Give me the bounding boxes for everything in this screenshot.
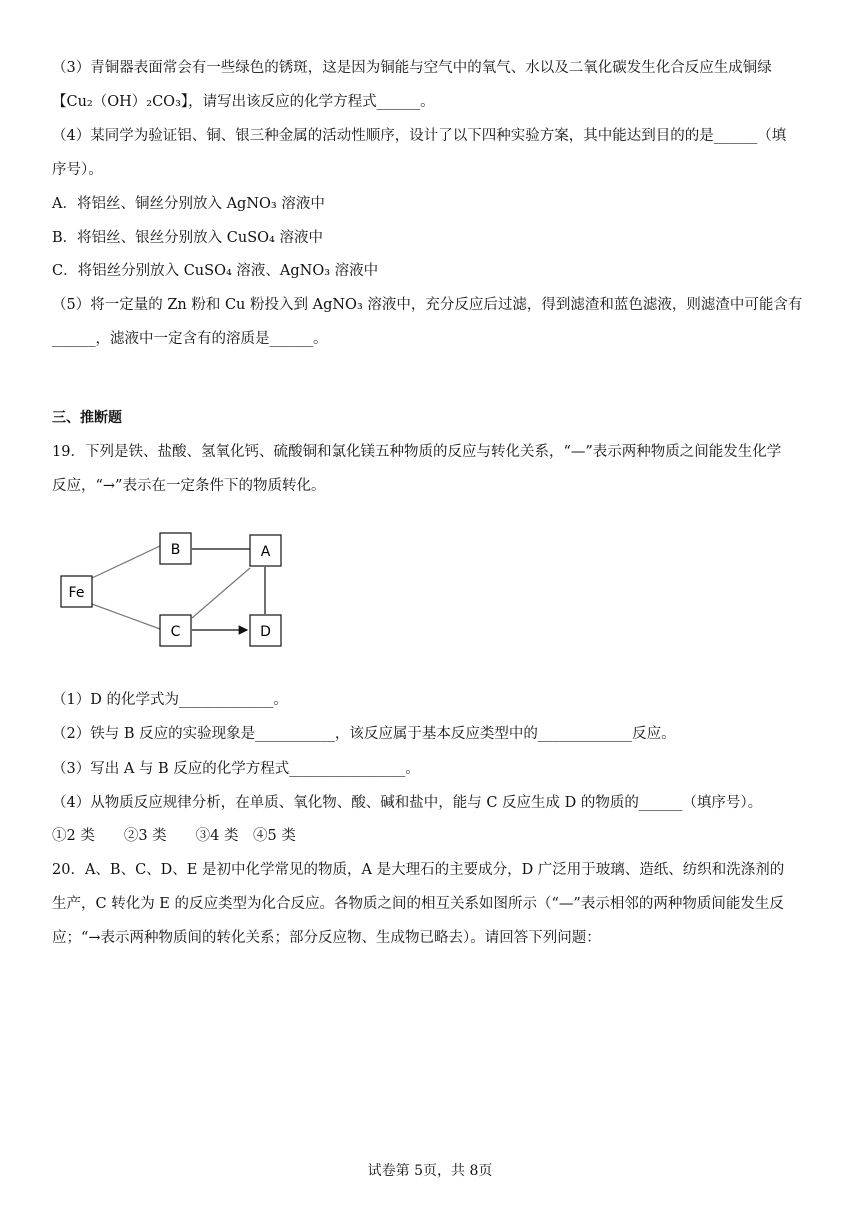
node-fe bbox=[61, 576, 92, 607]
q19-sub4: （4）从物质反应规律分析，在单质、氧化物、酸、碱和盐中，能与 C 反应生成 D 的物质的______（填序号）。 bbox=[52, 795, 763, 811]
edge-fe-c bbox=[92, 604, 160, 629]
page-footer: 试卷第 5页，共 8页 bbox=[367, 1163, 493, 1179]
node-a-label: A bbox=[260, 544, 271, 560]
q19-sub1: （1）D 的化学式为_____________。 bbox=[52, 692, 288, 708]
q20-line3: 应；“→表示两种物质间的转化关系；部分反应物、生成物已略去）。请回答下列问题： bbox=[52, 930, 601, 946]
q20-line1: 20．A、B、C、D、E 是初中化学常见的物质，A 是大理石的主要成分，D 广泛用于玻璃、造纸、纺织和洗涤剂的 bbox=[52, 862, 785, 878]
q18-4-option-c: C．将铝丝分别放入 CuSO₄ 溶液、AgNO₃ 溶液中 bbox=[52, 263, 379, 279]
node-fe-label: Fe bbox=[68, 585, 85, 601]
q18-4-option-a: A．将铝丝、铜丝分别放入 AgNO₃ 溶液中 bbox=[52, 196, 325, 212]
q19-line2: 反应，“→”表示在一定条件下的物质转化。 bbox=[52, 478, 326, 494]
node-d-label: D bbox=[260, 624, 271, 640]
q18-3-line2: 【Cu₂（OH）₂CO₃】，请写出该反应的化学方程式______。 bbox=[52, 94, 435, 110]
node-b-label: B bbox=[170, 542, 181, 558]
node-a bbox=[250, 535, 281, 566]
edge-fe-b bbox=[92, 546, 160, 578]
q18-4-line1: （4）某同学为验证铝、铜、银三种金属的活动性顺序，设计了以下四种实验方案，其中能达到目的的是______（填 bbox=[52, 128, 787, 144]
q18-4-option-b: B．将铝丝、银丝分别放入 CuSO₄ 溶液中 bbox=[52, 230, 323, 246]
section-title: 三、推断题 bbox=[52, 410, 122, 426]
node-c-label: C bbox=[170, 624, 181, 640]
q19-sub2: （2）铁与 B 反应的实验现象是___________，该反应属于基本反应类型中的_____________反应。 bbox=[52, 726, 676, 742]
node-d bbox=[250, 615, 281, 646]
reaction-diagram bbox=[56, 526, 306, 656]
q20-line2: 生产，C 转化为 E 的反应类型为化合反应。各物质之间的相互关系如图所示（“—”表示相邻的两种物质间能发生反 bbox=[52, 896, 784, 912]
node-c bbox=[160, 615, 191, 646]
q18-4-line2: 序号）。 bbox=[52, 162, 103, 178]
q19-sub3: （3）写出 A 与 B 反应的化学方程式________________。 bbox=[52, 761, 420, 777]
q19-line1: 19．下列是铁、盐酸、氢氧化钙、硫酸铜和氯化镁五种物质的反应与转化关系，“—”表示两种物质之间能发生化学 bbox=[52, 444, 782, 460]
q18-3-line1: （3）青铜器表面常会有一些绿色的锈斑，这是因为铜能与空气中的氧气、水以及二氧化碳发生化合反应生成铜绿 bbox=[52, 60, 772, 76]
q19-choices: ①2 类 ②3 类 ③4 类 ④5 类 bbox=[52, 828, 296, 844]
q18-5-line2: ______，滤液中一定含有的溶质是______。 bbox=[52, 331, 328, 347]
q18-5-line1: （5）将一定量的 Zn 粉和 Cu 粉投入到 AgNO₃ 溶液中，充分反应后过滤，得到滤渣和蓝色滤液，则滤渣中可能含有 bbox=[52, 297, 803, 313]
edge-c-a bbox=[192, 568, 250, 618]
node-b bbox=[160, 533, 191, 564]
